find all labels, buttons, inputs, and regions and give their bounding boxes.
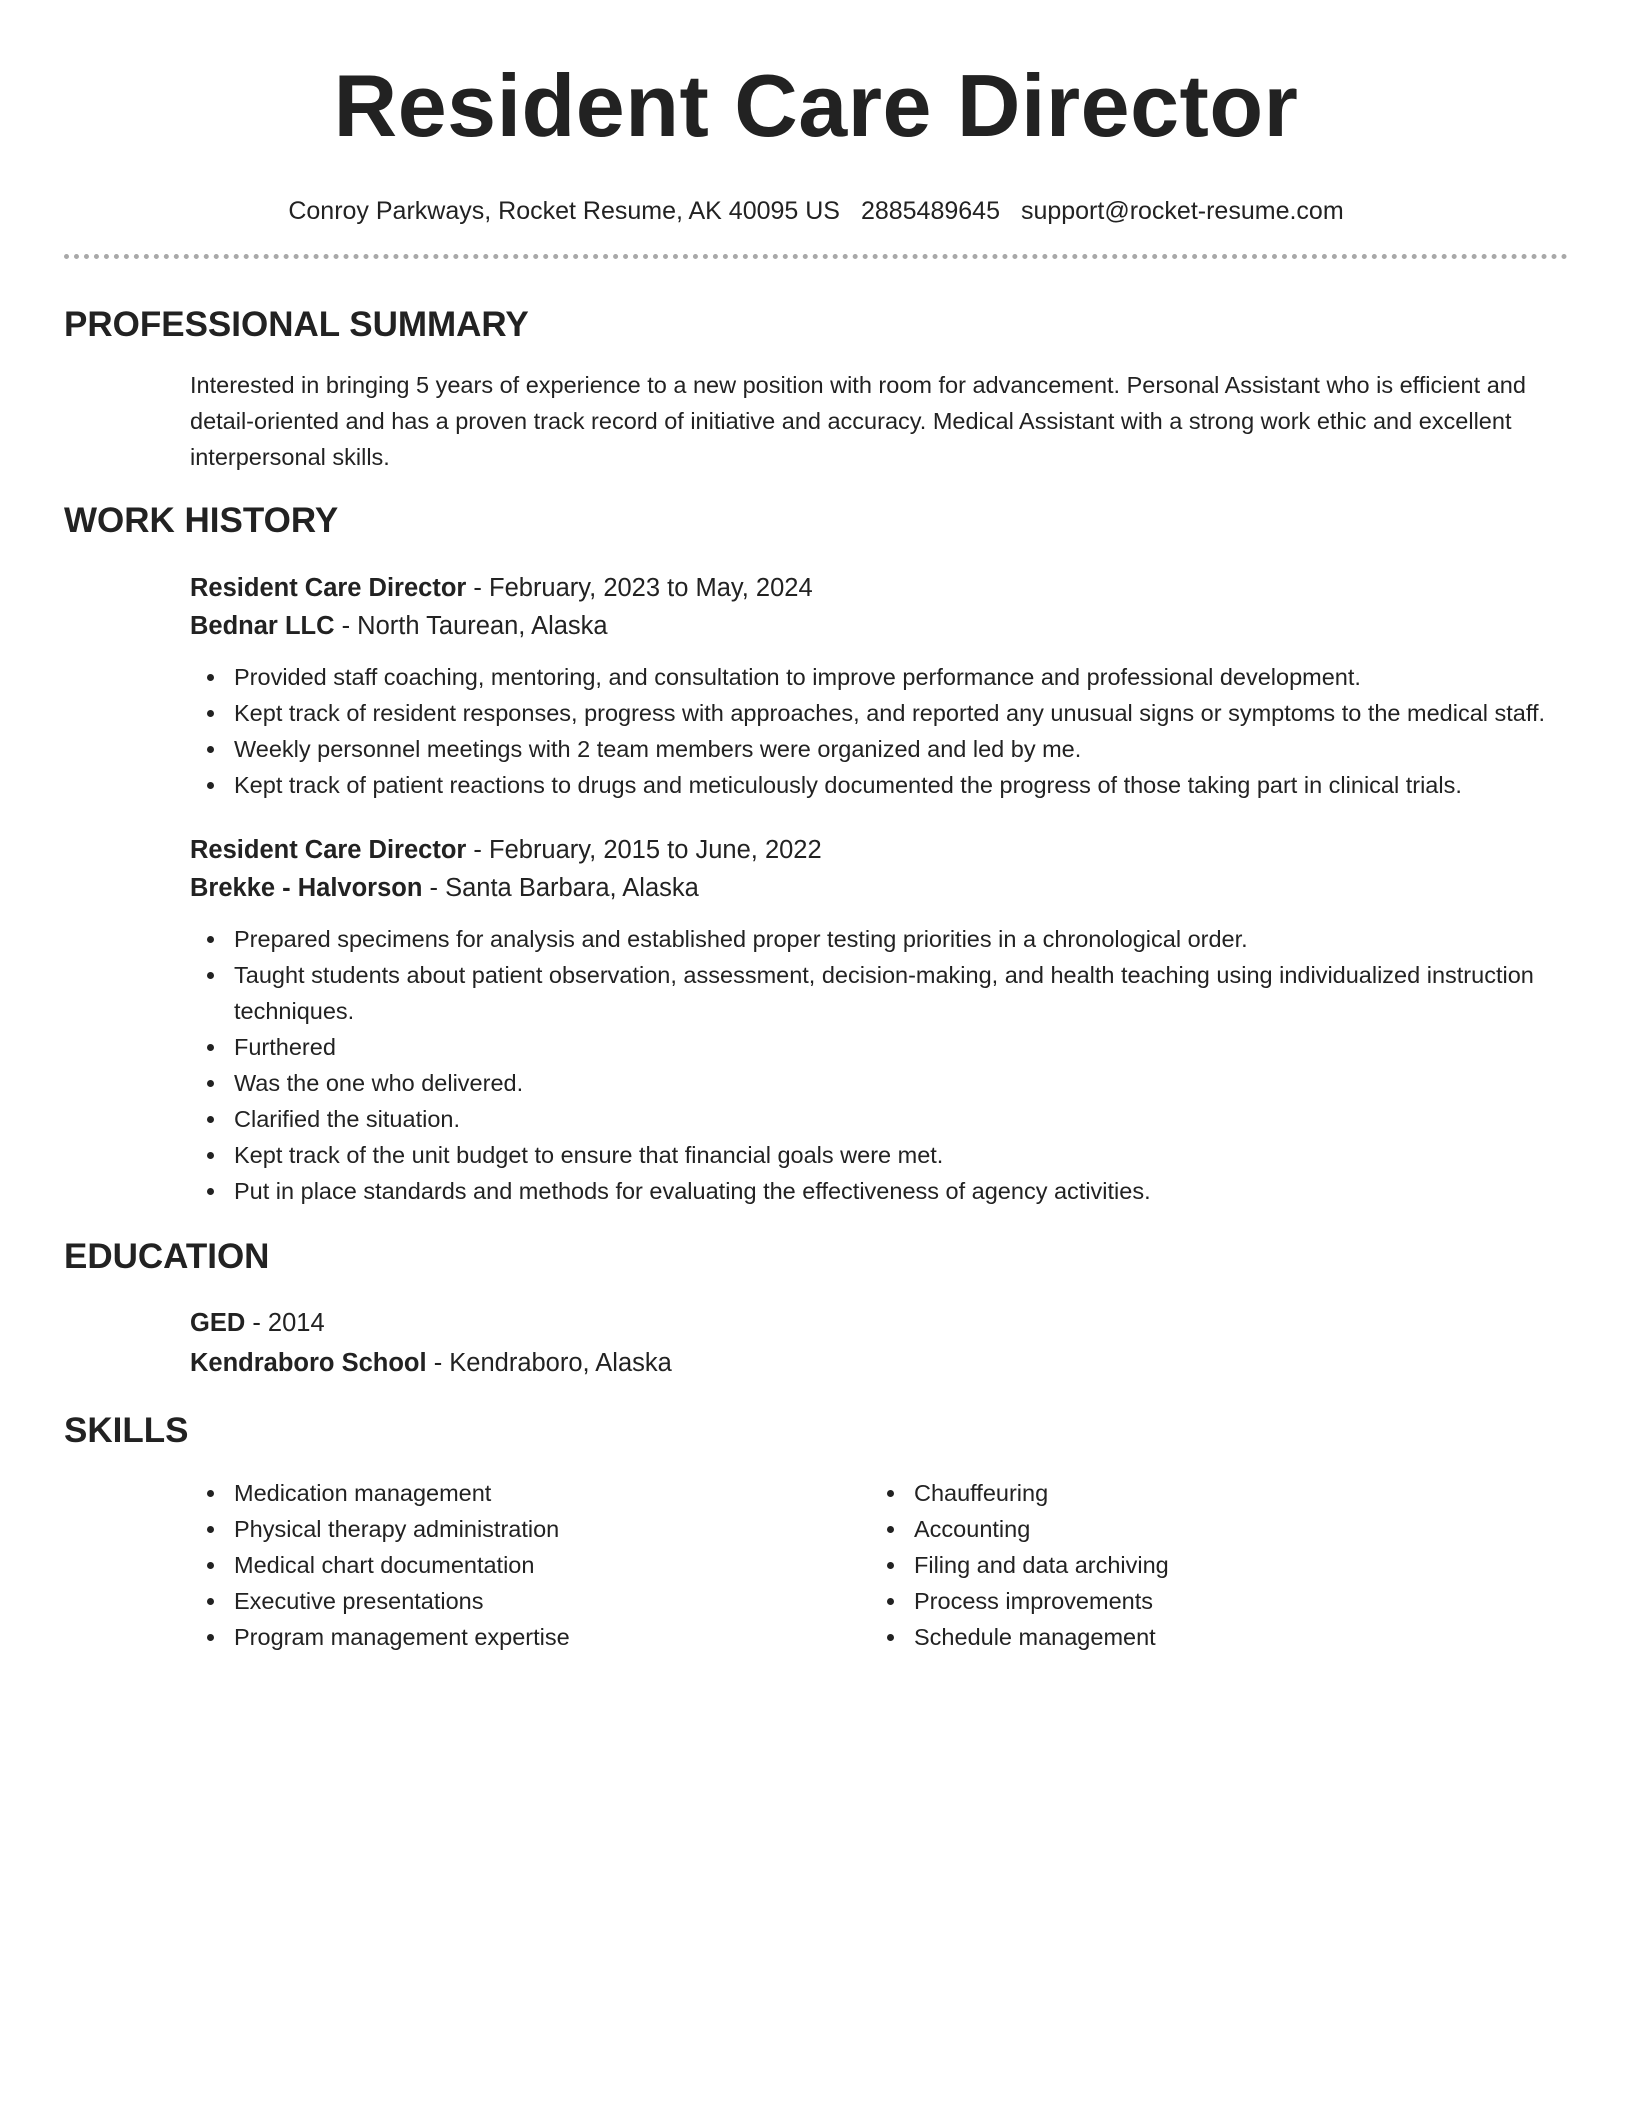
- education-year: - 2014: [245, 1309, 325, 1337]
- education-degree: GED: [190, 1309, 246, 1337]
- skill-item: Filing and data archiving: [870, 1547, 1550, 1583]
- section-title-education: EDUCATION: [64, 1237, 270, 1276]
- job-role: Resident Care Director: [190, 574, 467, 602]
- job-bullet: Put in place standards and methods for evaluating the effectiveness of agency activities.: [190, 1173, 1568, 1209]
- job-bullets: [190, 659, 1568, 803]
- education-location: - Kendraboro, Alaska: [426, 1349, 672, 1377]
- job-role: Resident Care Director: [190, 836, 467, 864]
- section-title-summary: PROFESSIONAL SUMMARY: [64, 305, 529, 344]
- section-title-work-history: WORK HISTORY: [64, 501, 339, 540]
- job-title-line: [190, 831, 1568, 869]
- job-bullet: Taught students about patient observation, assessment, decision-making, and health teaching using individualized instruction techniques.: [190, 957, 1568, 1029]
- section-title-skills: SKILLS: [64, 1411, 189, 1450]
- resume-name: Resident Care Director: [333, 56, 1299, 155]
- job-bullet: Weekly personnel meetings with 2 team members were organized and led by me.: [190, 731, 1568, 767]
- job-bullet: Prepared specimens for analysis and established proper testing priorities in a chronological order.: [190, 921, 1568, 957]
- job-location: - Santa Barbara, Alaska: [422, 874, 699, 902]
- job-bullet: Kept track of patient reactions to drugs and meticulously documented the progress of those taking part in clinical trials.: [190, 767, 1568, 803]
- skills-column-right: [870, 1475, 1550, 1655]
- job-bullet: Kept track of resident responses, progress with approaches, and reported any unusual signs or symptoms to the medical staff.: [190, 695, 1568, 731]
- job-company: Brekke - Halvorson: [190, 874, 423, 902]
- job-entry: [190, 569, 1568, 803]
- skill-item: Physical therapy administration: [190, 1511, 870, 1547]
- header-divider: [64, 254, 1568, 259]
- skills-column-left: [190, 1475, 870, 1655]
- skill-item: Program management expertise: [190, 1619, 870, 1655]
- skill-item: Schedule management: [870, 1619, 1550, 1655]
- job-bullet: Provided staff coaching, mentoring, and consultation to improve performance and professional development.: [190, 659, 1568, 695]
- skill-item: Accounting: [870, 1511, 1550, 1547]
- skills-grid: [190, 1475, 1568, 1655]
- job-bullet: Kept track of the unit budget to ensure that financial goals were met.: [190, 1137, 1568, 1173]
- contact-line: [64, 194, 1568, 228]
- job-dates: - February, 2015 to June, 2022: [466, 836, 822, 864]
- job-bullet: Clarified the situation.: [190, 1101, 1568, 1137]
- job-company-line: [190, 607, 1568, 645]
- job-bullets: [190, 921, 1568, 1209]
- education-school: Kendraboro School: [190, 1349, 427, 1377]
- education-entry: [190, 1303, 1568, 1383]
- skill-item: Process improvements: [870, 1583, 1550, 1619]
- job-location: - North Taurean, Alaska: [334, 612, 608, 640]
- skill-item: Executive presentations: [190, 1583, 870, 1619]
- job-company: Bednar LLC: [190, 612, 335, 640]
- summary-text: Interested in bringing 5 years of experience to a new position with room for advancement. Personal Assistant who is efficient and detail-oriented and has a proven track record of initiative and accuracy. Medical Assistant with a strong work ethic and excellent interpersonal skills.: [190, 372, 1526, 470]
- contact-address: Conroy Parkways, Rocket Resume, AK 40095 US: [288, 197, 840, 225]
- job-company-line: [190, 869, 1568, 907]
- contact-email: support@rocket-resume.com: [1020, 197, 1344, 225]
- job-title-line: [190, 569, 1568, 607]
- job-bullet: Furthered: [190, 1029, 1568, 1065]
- skill-item: Chauffeuring: [870, 1475, 1550, 1511]
- job-bullet: Was the one who delivered.: [190, 1065, 1568, 1101]
- education-degree-line: [190, 1303, 1568, 1343]
- skill-item: Medical chart documentation: [190, 1547, 870, 1583]
- contact-phone: 2885489645: [860, 197, 1000, 225]
- job-dates: - February, 2023 to May, 2024: [466, 574, 813, 602]
- skill-item: Medication management: [190, 1475, 870, 1511]
- education-school-line: [190, 1343, 1568, 1383]
- job-entry: [190, 831, 1568, 1209]
